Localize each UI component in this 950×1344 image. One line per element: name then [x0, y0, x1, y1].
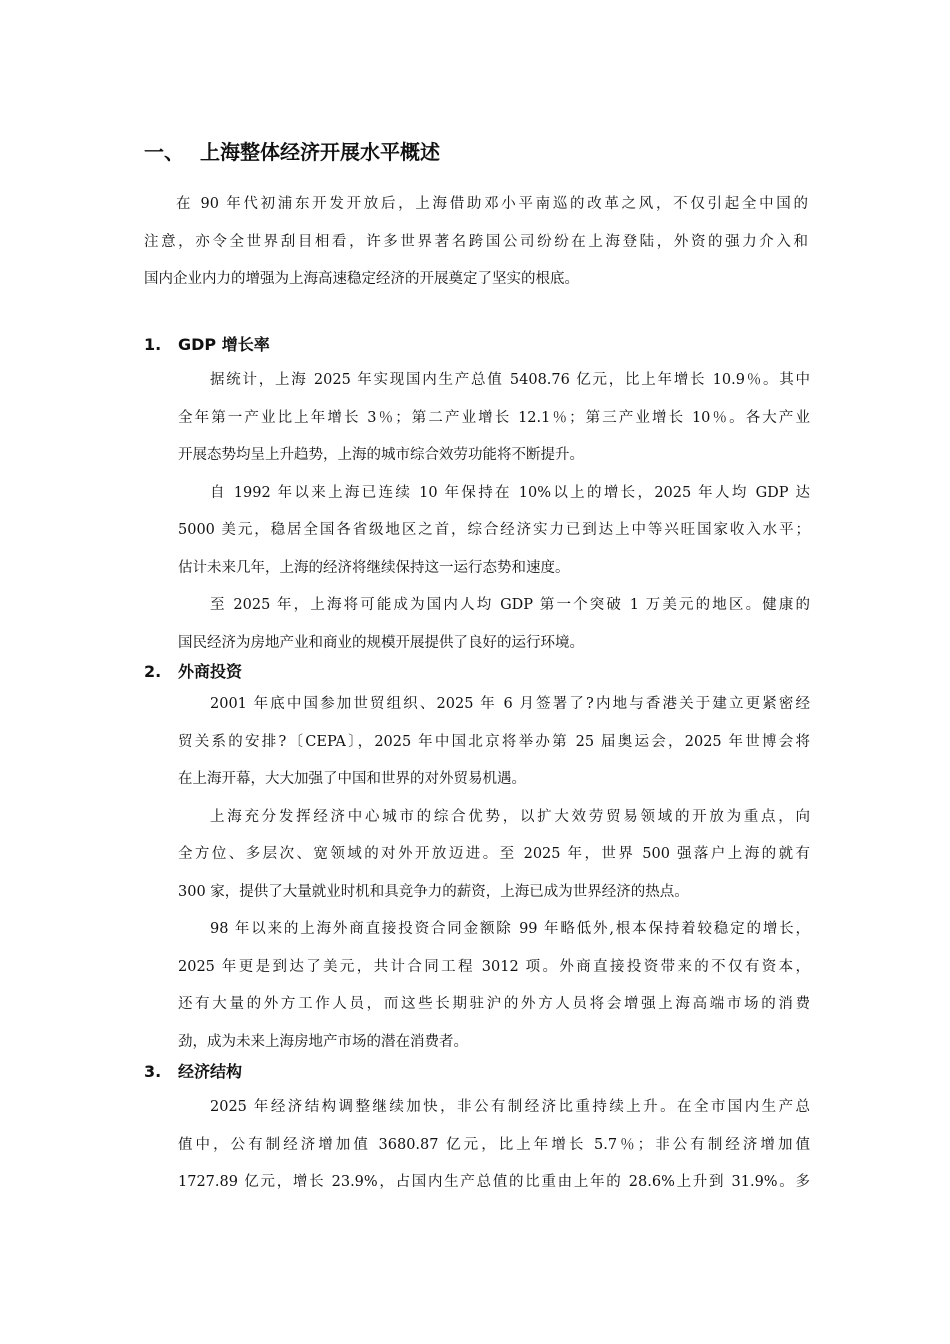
- paragraph-line: 全年第一产业比上年增长 3％；第二产业增长 12.1％；第三产业增长 10％。各大产业: [178, 409, 810, 426]
- section-title: 经济结构: [178, 1062, 243, 1081]
- paragraph-line: 1727.89 亿元，增长 23.9%，占国内生产总值的比重由上年的 28.6%上升到 31.9%。多: [178, 1174, 810, 1190]
- section-body-economic-structure: [178, 1089, 810, 1202]
- paragraph-line: 在 90 年代初浦东开发开放后，上海借助邓小平南巡的改革之风，不仅引起全中国的: [176, 196, 808, 212]
- section-title: 外商投资: [178, 662, 243, 681]
- paragraph-line: 300 家，提供了大量就业时机和具竞争力的薪资，上海已成为世界经济的热点。: [178, 883, 689, 900]
- paragraph-line: 自 1992 年以来上海已连续 10 年保持在 10%以上的增长，2025 年人均 GDP 达: [210, 484, 810, 501]
- section-number: 3.: [144, 1062, 162, 1081]
- paragraph-line: 据统计，上海 2025 年实现国内生产总值 5408.76 亿元，比上年增长 10.9％。其中: [210, 372, 810, 388]
- paragraph-line: 注意，亦令全世界刮目相看，许多世界著名跨国公司纷纷在上海登陆，外资的强力介入和: [144, 233, 808, 250]
- paragraph-line: 估计未来几年，上海的经济将继续保持这一运行态势和速度。: [178, 559, 570, 576]
- paragraph-line: 5000 美元，稳居全国各省级地区之首，综合经济实力已到达上中等兴旺国家收入水平；: [178, 522, 810, 538]
- chapter-title: 上海整体经济开展水平概述: [200, 140, 440, 164]
- paragraph-line: 国民经济为房地产业和商业的规模开展提供了良好的运行环境。: [178, 634, 584, 651]
- chapter-heading: [144, 138, 440, 166]
- paragraph-line: 在上海开幕，大大加强了中国和世界的对外贸易机遇。: [178, 771, 526, 787]
- paragraph-line: 还有大量的外方工作人员，而这些长期驻沪的外方人员将会增强上海高端市场的消费: [178, 996, 810, 1012]
- section-heading-gdp: [144, 333, 270, 357]
- paragraph-line: 值中，公有制经济增加值 3680.87 亿元，比上年增长 5.7％；非公有制经济增加值: [178, 1136, 810, 1153]
- paragraph-line: 劲，成为未来上海房地产市场的潜在消费者。: [178, 1033, 468, 1050]
- paragraph-line: 2025 年更是到达了美元，共计合同工程 3012 项。外商直接投资带来的不仅有资本，: [178, 958, 810, 975]
- section-title: GDP 增长率: [178, 335, 270, 354]
- paragraph-line: 2025 年经济结构调整继续加快，非公有制经济比重持续上升。在全市国内生产总: [210, 1099, 810, 1115]
- section-number: 1.: [144, 335, 162, 354]
- paragraph-line: 至 2025 年，上海将可能成为国内人均 GDP 第一个突破 1 万美元的地区。健康的: [210, 597, 810, 613]
- paragraph-line: 98 年以来的上海外商直接投资合同金额除 99 年略低外,根本保持着较稳定的增长，: [210, 921, 810, 937]
- section-number: 2.: [144, 662, 162, 681]
- paragraph-line: 贸关系的安排?〔CEPA〕，2025 年中国北京将举办第 25 届奥运会，2025 年世博会将: [178, 733, 810, 750]
- chapter-number: 一、: [144, 140, 184, 164]
- section-body-gdp: [178, 362, 810, 662]
- paragraph-line: 国内企业内力的增强为上海高速稳定经济的开展奠定了坚实的根底。: [144, 271, 579, 287]
- paragraph-line: 上海充分发挥经济中心城市的综合优势，以扩大效劳贸易领域的开放为重点，向: [210, 808, 810, 825]
- intro-paragraph: [144, 186, 808, 299]
- paragraph-line: 开展态势均呈上升趋势，上海的城市综合效劳功能将不断提升。: [178, 447, 584, 463]
- section-body-foreign-investment: [178, 686, 810, 1061]
- paragraph-line: 全方位、多层次、宽领域的对外开放迈进。至 2025 年，世界 500 强落户上海的就有: [178, 846, 810, 862]
- section-heading-economic-structure: [144, 1060, 242, 1084]
- section-heading-foreign-investment: [144, 660, 242, 684]
- paragraph-line: 2001 年底中国参加世贸组织、2025 年 6 月签署了?内地与香港关于建立更紧密经: [210, 696, 810, 712]
